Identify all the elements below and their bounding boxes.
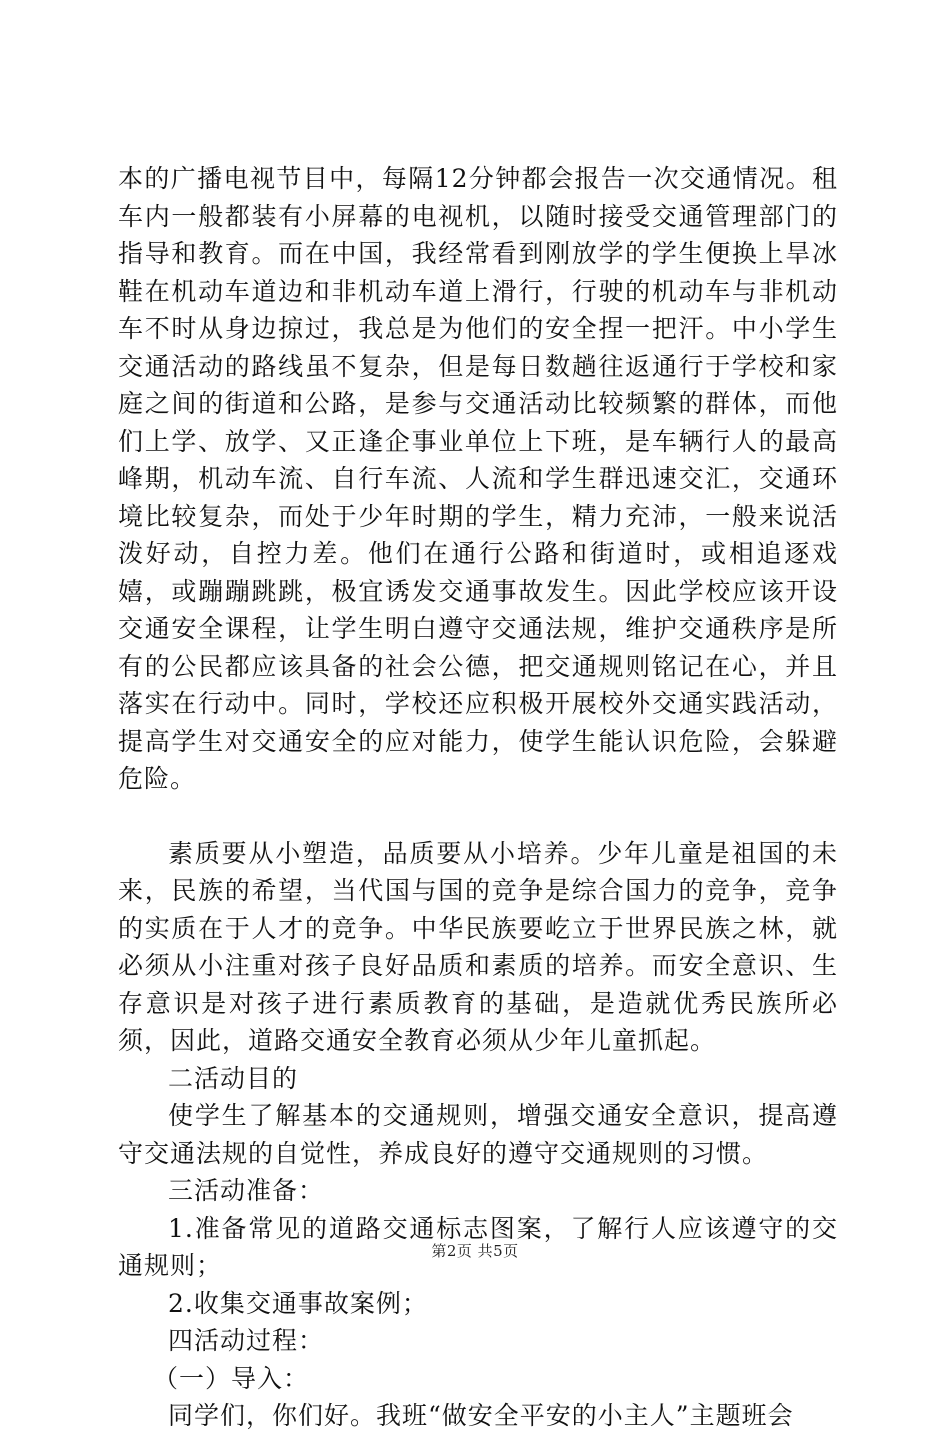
- section-heading-activity-purpose: 二活动目的: [168, 1063, 299, 1093]
- section-heading-activity-preparation: 三活动准备：: [168, 1176, 325, 1205]
- paragraph-continuation: 本的广播电视节目中，每隔12分钟都会报告一次交通情况。租车内一般都装有小屏幕的电视机，以随时接受交通管理部门的指导和教育。而在中国，我经常看到刚放学的学生便换上旱冰鞋在机动车道边和非机动车道上滑行，行驶的机动车与非机动车不时从身边掠过，我总是为他们的安全捏一把汗。中小学生交通活动的路线虽不复杂，但是每日数趟往返通行于学校和家庭之间的街道和公路，是参与交通活动比较频繁的群体，而他们上学、放学、又正逢企事业单位上下班，是车辆行人的最高峰期，机动车流、自行车流、人流和学生群迅速交汇，交通环境比较复杂，而处于少年时期的学生，精力充沛，一般来说活泼好动，自控力差。他们在通行公路和街道时，或相追逐戏嬉，或蹦蹦跳跳，极宜诱发交通事故发生。因此学校应该开设交通安全课程，让学生明白遵守交通法规，维护交通秩序是所有的公民都应该具备的社会公德，把交通规则铭记在心，并且落实在行动中。同时，学校还应积极开展校外交通实践活动，提高学生对交通安全的应对能力，使学生能认识危险，会躲避危险。: [118, 164, 838, 793]
- paragraph-gap: [118, 798, 838, 835]
- paragraph-introduction: 同学们，你们好。我班“做安全平安的小主人”主题班会: [168, 1401, 794, 1430]
- section-heading-activity-process: 四活动过程：: [168, 1326, 325, 1355]
- subsection-heading-introduction: （一）导入：: [153, 1363, 310, 1393]
- page-number-footer: 第2页 共5页: [431, 1242, 519, 1260]
- list-item-preparation-1: 1.准备常见的道路交通标志图案，了解行人应该遵守的交通规则；: [118, 1213, 838, 1280]
- paragraph-activity-purpose: 使学生了解基本的交通规则，增强交通安全意识，提高遵守交通法规的自觉性，养成良好的遵守交通规则的习惯。: [118, 1101, 838, 1168]
- paragraph-quality-education: 素质要从小塑造，品质要从小培养。少年儿童是祖国的未来，民族的希望，当代国与国的竞争是综合国力的竞争，竞争的实质在于人才的竞争。中华民族要屹立于世界民族之林，就必须从小注重对孩子良好品质和素质的培养。而安全意识、生存意识是对孩子进行素质教育的基础，是造就优秀民族所必须，因此，道路交通安全教育必须从少年儿童抓起。: [118, 838, 838, 1055]
- list-item-preparation-2: 2.收集交通事故案例；: [168, 1288, 428, 1318]
